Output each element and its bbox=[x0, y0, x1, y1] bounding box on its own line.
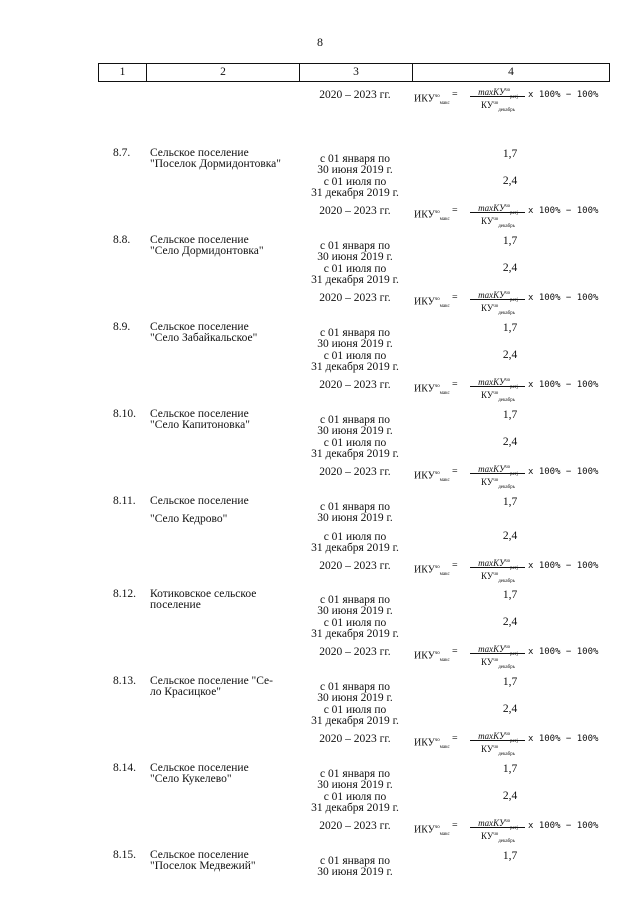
settlement-name: Сельское поселение "Се- ло Красицкое" bbox=[150, 675, 273, 698]
period-first-half: с 01 января по 30 июня 2019 г. bbox=[317, 768, 393, 791]
header-col-2: 2 bbox=[146, 64, 299, 81]
value-first-half: 1,7 bbox=[502, 589, 518, 601]
formula-denominator: $КУ^{чо}_{декабрь}$ bbox=[481, 571, 515, 584]
formula-denominator: $КУ^{чо}_{декабрь}$ bbox=[481, 831, 515, 844]
table-row bbox=[0, 291, 640, 403]
value-second-half: 2,4 bbox=[502, 703, 518, 715]
settlement-name: Сельское поселение "Поселок Медвежий" bbox=[150, 849, 256, 872]
period-second-half: с 01 июля по 31 декабря 2019 г. bbox=[311, 531, 399, 554]
row-number: 8.12. bbox=[113, 588, 136, 600]
formula-denominator: $КУ^{чо}_{декабрь}$ bbox=[481, 216, 515, 229]
table-body bbox=[0, 88, 640, 879]
formula-denominator: $КУ^{чо}_{декабрь}$ bbox=[481, 390, 515, 403]
period-first-half: с 01 января по 30 июня 2019 г. bbox=[317, 240, 393, 263]
formula-tail: х 100% − 100% bbox=[528, 647, 599, 657]
table-row bbox=[0, 117, 640, 229]
table-row bbox=[0, 88, 640, 117]
formula-numerator: maxКУ$^{чо}_{реrj}$ bbox=[478, 377, 518, 390]
period-first-half: с 01 января по 30 июня 2019 г. bbox=[317, 327, 393, 350]
period-2020-2023: 2020 – 2023 гг. bbox=[319, 733, 391, 745]
header-col-1: 1 bbox=[119, 66, 126, 78]
settlement-name: Сельское поселение "Село Забайкальское" bbox=[150, 321, 258, 344]
value-second-half: 2,4 bbox=[502, 175, 518, 187]
settlement-name: Сельское поселение "Село Кедрово" bbox=[150, 495, 249, 525]
settlement-name: Сельское поселение "Село Капитоновка" bbox=[150, 408, 250, 431]
row-number: 8.7. bbox=[113, 147, 131, 159]
value-first-half: 1,7 bbox=[502, 676, 518, 688]
table-row bbox=[0, 645, 640, 757]
settlement-name: Сельское поселение "Поселок Дормидонтовка" bbox=[150, 147, 281, 170]
formula-equals: = bbox=[452, 646, 458, 657]
period-first-half: с 01 января по 30 июня 2019 г. bbox=[317, 594, 393, 617]
formula-denominator: $КУ^{чо}_{декабрь}$ bbox=[481, 303, 515, 316]
period-2020-2023: 2020 – 2023 гг. bbox=[319, 379, 391, 391]
formula-numerator: maxКУ$^{чо}_{реrj}$ bbox=[478, 818, 518, 831]
value-first-half: 1,7 bbox=[502, 235, 518, 247]
period-second-half: с 01 июля по 31 декабря 2019 г. bbox=[311, 617, 399, 640]
value-first-half: 1,7 bbox=[502, 850, 518, 862]
period-second-half: с 01 июля по 31 декабря 2019 г. bbox=[311, 176, 399, 199]
row-number: 8.13. bbox=[113, 675, 136, 687]
formula-tail: х 100% − 100% bbox=[528, 821, 599, 831]
formula-numerator: maxКУ$^{чо}_{реrj}$ bbox=[478, 644, 518, 657]
period-2020-2023: 2020 – 2023 гг. bbox=[319, 560, 391, 572]
formula-equals: = bbox=[452, 466, 458, 477]
period-second-half: с 01 июля по 31 декабря 2019 г. bbox=[311, 791, 399, 814]
formula-denominator: $КУ^{чо}_{декабрь}$ bbox=[481, 100, 515, 113]
formula-lhs: $ИКУ^{чо}_{макс}$ bbox=[414, 209, 450, 223]
formula-denominator: $КУ^{чо}_{декабрь}$ bbox=[481, 477, 515, 490]
formula-denominator: $КУ^{чо}_{декабрь}$ bbox=[481, 657, 515, 670]
formula-tail: х 100% − 100% bbox=[528, 293, 599, 303]
formula-tail: х 100% − 100% bbox=[528, 90, 599, 100]
value-second-half: 2,4 bbox=[502, 530, 518, 542]
value-first-half: 1,7 bbox=[502, 409, 518, 421]
formula bbox=[414, 85, 610, 111]
formula-tail: х 100% − 100% bbox=[528, 380, 599, 390]
formula-tail: х 100% − 100% bbox=[528, 467, 599, 477]
formula-lhs: $ИКУ^{чо}_{макс}$ bbox=[414, 564, 450, 578]
page-number: 8 bbox=[317, 35, 323, 49]
formula-lhs: $ИКУ^{чо}_{макс}$ bbox=[414, 824, 450, 838]
table-row bbox=[0, 204, 640, 316]
period-first-half: с 01 января по 30 июня 2019 г. bbox=[317, 414, 393, 437]
formula-equals: = bbox=[452, 820, 458, 831]
row-number: 8.14. bbox=[113, 762, 136, 774]
period-first-half: с 01 января по 30 июня 2019 г. bbox=[317, 681, 393, 704]
formula-numerator: maxКУ$^{чо}_{реrj}$ bbox=[478, 290, 518, 303]
row-number: 8.9. bbox=[113, 321, 131, 333]
settlement-name: Сельское поселение "Село Кукелево" bbox=[150, 762, 249, 785]
row-number: 8.8. bbox=[113, 234, 131, 246]
formula-tail: х 100% − 100% bbox=[528, 561, 599, 571]
table-row bbox=[0, 819, 640, 879]
formula-numerator: maxКУ$^{чо}_{реrj}$ bbox=[478, 558, 518, 571]
period-2020-2023: 2020 – 2023 гг. bbox=[319, 820, 391, 832]
formula-numerator: maxКУ$^{чо}_{реrj}$ bbox=[478, 203, 518, 216]
formula-lhs: $ИКУ^{чо}_{макс}$ bbox=[414, 650, 450, 664]
value-first-half: 1,7 bbox=[502, 763, 518, 775]
formula-lhs: $ИКУ^{чо}_{макс}$ bbox=[414, 383, 450, 397]
formula-tail: х 100% − 100% bbox=[528, 206, 599, 216]
value-first-half: 1,7 bbox=[502, 322, 518, 334]
value-second-half: 2,4 bbox=[502, 262, 518, 274]
settlement-name: Котиковское сельское поселение bbox=[150, 588, 257, 611]
period-2020-2023: 2020 – 2023 гг. bbox=[319, 292, 391, 304]
value-second-half: 2,4 bbox=[502, 616, 518, 628]
formula-lhs: $ИКУ^{чо}_{макс}$ bbox=[414, 470, 450, 484]
table-row bbox=[0, 465, 640, 584]
header-col-3: 3 bbox=[299, 64, 412, 81]
period-second-half: с 01 июля по 31 декабря 2019 г. bbox=[311, 350, 399, 373]
formula-numerator: maxКУ$^{чо}_{реrj}$ bbox=[478, 87, 518, 100]
formula-equals: = bbox=[452, 733, 458, 744]
formula-equals: = bbox=[452, 89, 458, 100]
formula-equals: = bbox=[452, 292, 458, 303]
value-second-half: 2,4 bbox=[502, 790, 518, 802]
table-row bbox=[0, 558, 640, 670]
period-second-half: с 01 июля по 31 декабря 2019 г. bbox=[311, 263, 399, 286]
period-first-half: с 01 января по 30 июня 2019 г. bbox=[317, 855, 393, 878]
formula-equals: = bbox=[452, 379, 458, 390]
row-number: 8.15. bbox=[113, 849, 136, 861]
table-row bbox=[0, 732, 640, 844]
period-text: 2020 – 2023 гг. bbox=[319, 89, 391, 101]
value-second-half: 2,4 bbox=[502, 349, 518, 361]
table-header bbox=[98, 63, 610, 82]
value-second-half: 2,4 bbox=[502, 436, 518, 448]
formula-lhs: $ИКУ^{чо}_{макс}$ bbox=[414, 296, 450, 310]
formula-equals: = bbox=[452, 560, 458, 571]
period-second-half: с 01 июля по 31 декабря 2019 г. bbox=[311, 437, 399, 460]
formula-tail: х 100% − 100% bbox=[528, 734, 599, 744]
period-2020-2023: 2020 – 2023 гг. bbox=[319, 466, 391, 478]
formula-numerator: maxКУ$^{чо}_{реrj}$ bbox=[478, 731, 518, 744]
row-number: 8.10. bbox=[113, 408, 136, 420]
period-second-half: с 01 июля по 31 декабря 2019 г. bbox=[311, 704, 399, 727]
formula-denominator: $КУ^{чо}_{декабрь}$ bbox=[481, 744, 515, 757]
formula-lhs: $ИКУ^{чо}_{макс}$ bbox=[414, 93, 450, 107]
header-col-4: 4 bbox=[412, 64, 609, 81]
formula-lhs: $ИКУ^{чо}_{макс}$ bbox=[414, 737, 450, 751]
formula-equals: = bbox=[452, 205, 458, 216]
period-first-half: с 01 января по 30 июня 2019 г. bbox=[317, 153, 393, 176]
period-2020-2023: 2020 – 2023 гг. bbox=[319, 205, 391, 217]
row-number: 8.11. bbox=[113, 495, 136, 507]
value-first-half: 1,7 bbox=[502, 148, 518, 160]
table-row bbox=[0, 378, 640, 490]
period-2020-2023: 2020 – 2023 гг. bbox=[319, 646, 391, 658]
period-first-half: с 01 января по 30 июня 2019 г. bbox=[317, 501, 393, 524]
formula-numerator: maxКУ$^{чо}_{реrj}$ bbox=[478, 464, 518, 477]
settlement-name: Сельское поселение "Село Дормидонтовка" bbox=[150, 234, 264, 257]
value-first-half: 1,7 bbox=[502, 496, 518, 508]
